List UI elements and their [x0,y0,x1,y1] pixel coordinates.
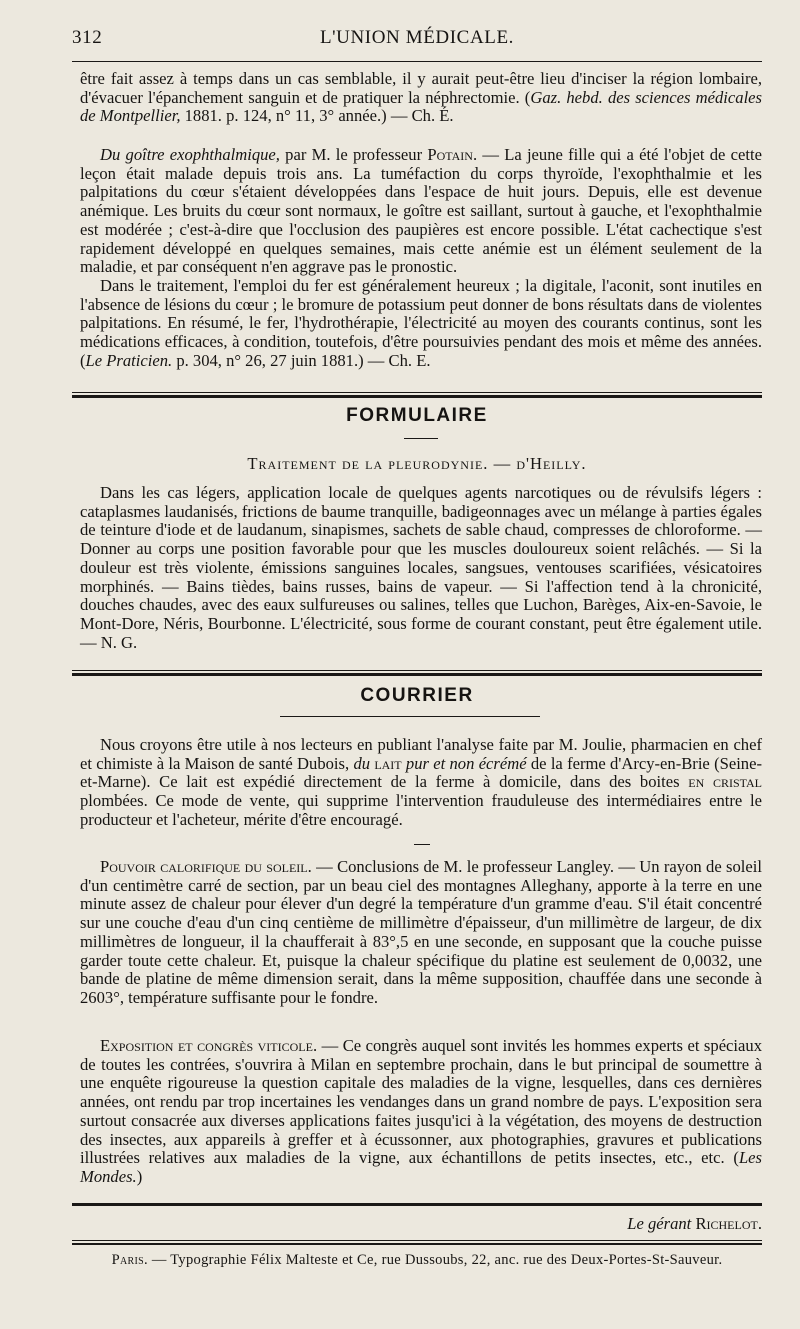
goitre-author: Potain. [427,145,478,164]
section-rule-top [72,392,762,393]
page-number: 312 [72,27,103,48]
courrier-milk-paragraph: Nous croyons être utile à nos lecteurs en publiant l'analyse faite par M. Joulie, pharmacien en chef et chimiste à la Maison de santé Dubois, du lait pur et non écrémé de la ferme d'Arcy-en-Brie (Seine-et-Marne). Ce lait est expédié directement de la ferme à domicile, dans des boites en cristal plombées. Ce mode de vente, qui supprime l'intervention frauduleuse des intermédiaires entre le producteur et l'acheteur, mérite d'être encouragé. [80,735,762,829]
formulaire-body: Dans les cas légers, application locale de quelques agents narcotiques ou de révulsifs légers : cataplasmes laudanisés, frictions de baume tranquille, badigeonnages avec un mélange à parties égales de teinture d'iode et de laudanum, sinapismes, sachets de sable chaud, compresses de chloroforme. — Donner au corps une position favorable pour que les muscles douloureux soient relâchés. — Si la douleur est très violente, émissions sanguines locales, sangsues, ventouses scarifiées, vésicatoires morphinés. — Bains tièdes, bains russes, bains de vapeur. — Si l'affection tend à la chronicité, douches chaudes, avec des eaux sulfureuses ou salines, telles que Luchon, Barèges, Aix-en-Savoie, le Mont-Dore, Néris, Bourbonne. L'électricité, sous forme de courant constant, peut être également utile. — N. G. [80,483,762,652]
footer-rule [72,1203,762,1206]
courrier-short-rule [280,716,540,717]
imprint-rule-bottom [72,1243,762,1245]
intro-citation: Gaz. hebd. des sciences médicales de Montpellier, [80,87,763,126]
signature: Le gérant Richelot. [627,1214,762,1233]
formulaire-heading: FORMULAIRE [346,405,488,426]
page-header [72,27,762,53]
goitre-article: Du goître exophthalmique, par M. le professeur Potain. — La jeune fille qui a été l'objet de cette leçon était malade depuis trois ans. La tuméfaction du corps thyroïde, l'exophthalmie et les palpitations du cœur s'étaient développées dans l'espace de huit jours. Depuis, elle est devenue anémique. Les bruits du cœur sont normaux, le goître est saillant, surtout à gauche, et l'exophthalmie est modérée ; c'est-à-dire que l'occlusion des paupières est encore possible. L'état cachectique s'est rapidement développé en quelques semaines, mais cette anémie est un élément seulement de la maladie, et par conséquent n'en aggrave pas le pronostic. Dans le traitement, l'emploi du fer est généralement heureux ; la digitale, l'aconit, sont inutiles en l'absence de lésions du cœur ; le bromure de potassium peut donner de bons résultats dans de violentes palpitations. En résumé, le fer, l'hydrothérapie, l'électricité au moyen des courants continus, sont les médications efficaces, à condition, toutefois, d'être poursuivies pendant des mois et même des années. (Le Praticien. p. 304, n° 26, 27 juin 1881.) — Ch. E. [80,145,762,370]
section-rule-bottom [72,395,762,398]
courrier-separator [414,844,430,845]
manager-name: Richelot. [695,1214,762,1233]
sun-heat-title: Pouvoir calorifique du soleil. [100,857,312,876]
viticulture-title: Exposition et congrès viticole. [100,1036,318,1055]
viticulture-paragraph: Exposition et congrès viticole. — Ce congrès auquel sont invités les hommes experts et spéciaux de toutes les contrées, s'ouvrira à Milan en septembre prochain, dans le but principal de soumettre à une enquête rigoureuse la question capitale des maladies de la vigne, lesquelles, dans ces dernières années, ont rendu par trop incertaines les vendanges dans un grand nombre de pays. L'exposition sera surtout consacrée aux diverses applications faites jusqu'ici à la végétation, des moyens de destruction des insectes, aux appareils à greffer et à écussonner, aux photographies, gravures et publications illustrées relatives aux maladies de la vigne, aux échantillons de petits insectes, etc., etc. (Les Mondes.) [80,1036,762,1186]
courrier-heading: COURRIER [360,685,474,706]
formulaire-subheading: Traitement de la pleurodynie. — d'Heilly. [247,454,587,473]
section-rule-bottom-2 [72,673,762,676]
section-rule-top-2 [72,670,762,671]
goitre-paragraph-2: Dans le traitement, l'emploi du fer est généralement heureux ; la digitale, l'aconit, sont inutiles en l'absence de lésions du cœur ; le bromure de potassium peut donner de bons résultats dans de violentes palpitations. En résumé, le fer, l'hydrothérapie, l'électricité au moyen des courants continus, sont les médications efficaces, à condition, toutefois, d'être poursuivies pendant des mois et même des années. (Le Praticien. p. 304, n° 26, 27 juin 1881.) — Ch. E. [80,275,762,370]
goitre-title: Du goître exophthalmique, [100,145,280,164]
formulaire-short-rule [404,438,438,439]
intro-paragraph: être fait assez à temps dans un cas semblable, il y aurait peut-être lieu d'inciser la région lombaire, d'évacuer l'épanchement sanguin et de pratiquer la néphrectomie. (Gaz. hebd. des sciences médicales de Montpellier, 1881. p. 124, n° 11, 3° année.) — Ch. É. [80,69,763,126]
imprint-rule-top [72,1240,762,1241]
sun-heat-paragraph: Pouvoir calorifique du soleil. — Conclusions de M. le professeur Langley. — Un rayon de soleil d'un centimètre carré de section, par un beau ciel des montagnes Alleghany, apporte à la terre en une minute assez de chaleur pour élever d'un degré la température d'un gramme d'eau. S'il était concentré sur une couche d'eau d'un cinq centième de millimètre d'épaisseur, d'un millimètre de largeur, de dix millimètres de longueur, il la chaufferait à 83°,5 en une seconde, en supposant que la couche puisse garder toute cette chaleur. Et, puisque la chaleur spécifique du platine est seulement de 0,0032, une bande de platine de même dimension serait, dans la même supposition, chauffée dans une seconde à 2603°, température suffisante pour le fondre. [80,857,762,1007]
journal-title: L'UNION MÉDICALE. [319,27,515,48]
header-rule [72,61,762,62]
printer-imprint: Paris. — Typographie Félix Malteste et Ce, rue Dussoubs, 22, anc. rue des Deux-Portes-St-Sauveur. [111,1252,723,1268]
